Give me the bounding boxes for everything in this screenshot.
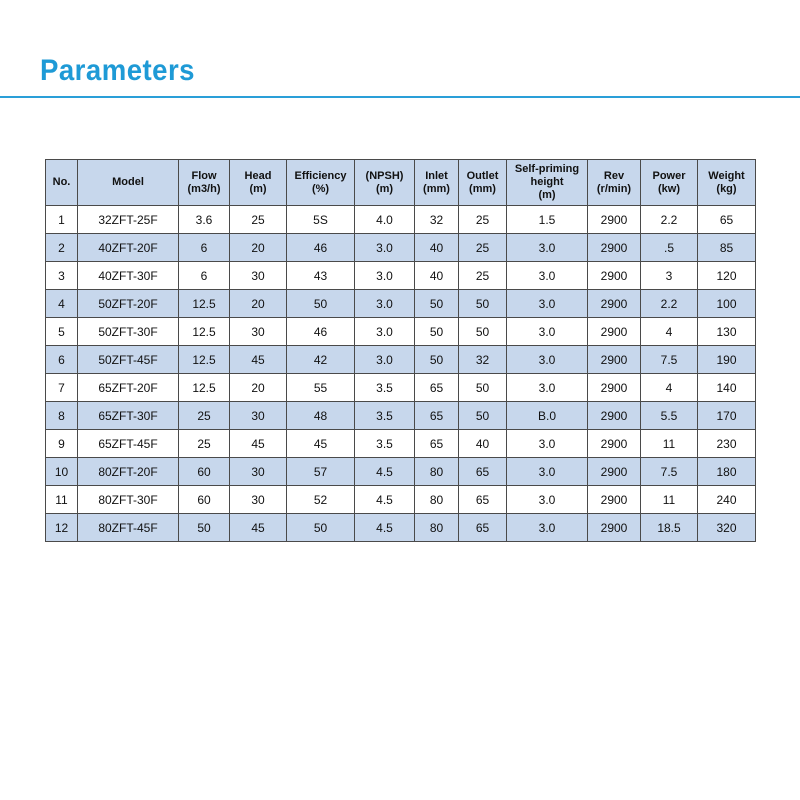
table-cell: 3.5: [355, 374, 415, 402]
table-cell: 4.5: [355, 514, 415, 542]
table-cell: 50: [287, 290, 355, 318]
table-cell: B.0: [507, 402, 588, 430]
table-cell: 18.5: [641, 514, 698, 542]
table-row: [46, 402, 756, 430]
table-header-row: [46, 160, 756, 206]
table-cell: 2900: [588, 430, 641, 458]
table-cell: 65: [459, 458, 507, 486]
table-cell: 100: [698, 290, 756, 318]
table-cell: 8: [46, 402, 78, 430]
table-cell: 25: [179, 402, 230, 430]
table-cell: 45: [287, 430, 355, 458]
table-cell: 4: [641, 374, 698, 402]
table-cell: 60: [179, 458, 230, 486]
table-cell: 2900: [588, 206, 641, 234]
table-cell: 120: [698, 262, 756, 290]
table-cell: 3.0: [355, 346, 415, 374]
column-header-line: (m3/h): [187, 182, 221, 195]
table-cell: 30: [230, 458, 287, 486]
table-cell: 7: [46, 374, 78, 402]
table-row: [46, 206, 756, 234]
table-cell: 50: [287, 514, 355, 542]
table-cell: 240: [698, 486, 756, 514]
table-cell: 52: [287, 486, 355, 514]
table-cell: 45: [230, 346, 287, 374]
table-cell: 20: [230, 290, 287, 318]
column-header-line: (m): [249, 182, 267, 195]
table-cell: 320: [698, 514, 756, 542]
table-cell: 230: [698, 430, 756, 458]
table-cell: 3.0: [507, 374, 588, 402]
column-header-line: (kg): [716, 182, 737, 195]
table-row: [46, 346, 756, 374]
table-cell: 3.0: [507, 458, 588, 486]
table-cell: 6: [179, 234, 230, 262]
column-header-line: (%): [311, 182, 330, 195]
column-header-line: Rev: [603, 169, 625, 182]
column-header-line: (m): [538, 189, 556, 201]
column-header: [459, 160, 507, 206]
table-cell: 5: [46, 318, 78, 346]
column-header-line: (r/min): [596, 182, 632, 195]
table-cell: 2900: [588, 318, 641, 346]
table-cell: 65: [415, 430, 459, 458]
table-row: [46, 514, 756, 542]
table-cell: 48: [287, 402, 355, 430]
table-cell: 3: [641, 262, 698, 290]
table-cell: 65: [415, 402, 459, 430]
column-header: [355, 160, 415, 206]
column-header: [46, 160, 78, 206]
table-cell: 4: [641, 318, 698, 346]
table-cell: 5S: [287, 206, 355, 234]
table-cell: 3.0: [355, 290, 415, 318]
table-row: [46, 486, 756, 514]
table-cell: 2900: [588, 290, 641, 318]
table-cell: 2900: [588, 402, 641, 430]
table-cell: 20: [230, 234, 287, 262]
table-cell: 42: [287, 346, 355, 374]
table-cell: 40ZFT-20F: [78, 234, 179, 262]
table-cell: 2.2: [641, 206, 698, 234]
table-cell: 11: [641, 430, 698, 458]
table-cell: 40ZFT-30F: [78, 262, 179, 290]
table-cell: 3.5: [355, 402, 415, 430]
table-cell: 32: [415, 206, 459, 234]
table-cell: 25: [459, 206, 507, 234]
column-header-line: (kw): [658, 182, 680, 195]
table-cell: 46: [287, 318, 355, 346]
table-cell: 25: [230, 206, 287, 234]
table-cell: 80: [415, 514, 459, 542]
column-header: [507, 160, 588, 206]
parameters-table-container: [45, 159, 755, 542]
table-cell: 9: [46, 430, 78, 458]
table-cell: 3.0: [507, 290, 588, 318]
parameters-table: [45, 159, 756, 542]
table-cell: 10: [46, 458, 78, 486]
table-cell: 3.0: [355, 262, 415, 290]
table-cell: 20: [230, 374, 287, 402]
table-row: [46, 458, 756, 486]
table-cell: 180: [698, 458, 756, 486]
table-cell: 80: [415, 458, 459, 486]
table-cell: 1: [46, 206, 78, 234]
table-cell: 2: [46, 234, 78, 262]
table-cell: 12: [46, 514, 78, 542]
column-header-line: Power: [652, 169, 686, 182]
table-cell: 4.5: [355, 486, 415, 514]
table-cell: 50ZFT-45F: [78, 346, 179, 374]
title-divider: [0, 96, 800, 98]
column-header-line: Efficiency: [294, 169, 347, 182]
table-cell: 2900: [588, 374, 641, 402]
table-cell: 25: [179, 430, 230, 458]
column-header: [230, 160, 287, 206]
column-header: [415, 160, 459, 206]
table-cell: 4.0: [355, 206, 415, 234]
column-header-line: height: [530, 176, 564, 188]
column-header-line: Head: [244, 169, 272, 182]
table-cell: 65ZFT-30F: [78, 402, 179, 430]
column-header-line: (mm): [469, 182, 496, 195]
column-header-line: Flow: [191, 169, 217, 182]
table-cell: 2900: [588, 234, 641, 262]
table-cell: 3.0: [507, 234, 588, 262]
column-header: [179, 160, 230, 206]
table-cell: 2900: [588, 486, 641, 514]
column-header: [698, 160, 756, 206]
table-cell: 3.5: [355, 430, 415, 458]
column-header: [78, 160, 179, 206]
table-cell: 57: [287, 458, 355, 486]
table-cell: 45: [230, 514, 287, 542]
table-cell: 2900: [588, 262, 641, 290]
table-cell: 50: [415, 346, 459, 374]
table-row: [46, 430, 756, 458]
table-cell: 50: [179, 514, 230, 542]
table-cell: 40: [415, 234, 459, 262]
table-cell: 11: [641, 486, 698, 514]
column-header: [287, 160, 355, 206]
table-cell: 140: [698, 374, 756, 402]
table-cell: 3.0: [507, 262, 588, 290]
table-cell: 3.0: [507, 318, 588, 346]
table-cell: 12.5: [179, 346, 230, 374]
table-cell: 3.0: [507, 346, 588, 374]
table-cell: 30: [230, 486, 287, 514]
table-cell: 25: [459, 262, 507, 290]
table-cell: 40: [459, 430, 507, 458]
table-cell: 6: [179, 262, 230, 290]
page-title: Parameters: [40, 54, 195, 87]
table-row: [46, 290, 756, 318]
table-cell: 2900: [588, 514, 641, 542]
table-cell: 130: [698, 318, 756, 346]
table-cell: 3.6: [179, 206, 230, 234]
table-cell: 50: [459, 318, 507, 346]
table-cell: 2.2: [641, 290, 698, 318]
column-header-line: (mm): [423, 182, 450, 195]
table-cell: 65: [459, 514, 507, 542]
table-cell: 2900: [588, 346, 641, 374]
table-cell: 50ZFT-30F: [78, 318, 179, 346]
column-header-line: Inlet: [425, 169, 448, 182]
table-cell: 12.5: [179, 290, 230, 318]
column-header: [588, 160, 641, 206]
table-cell: 30: [230, 262, 287, 290]
table-cell: 80ZFT-30F: [78, 486, 179, 514]
table-cell: 30: [230, 402, 287, 430]
table-cell: 32: [459, 346, 507, 374]
table-row: [46, 262, 756, 290]
table-cell: 50: [459, 402, 507, 430]
table-cell: 65ZFT-45F: [78, 430, 179, 458]
table-cell: 45: [230, 430, 287, 458]
column-header: [641, 160, 698, 206]
table-cell: 80: [415, 486, 459, 514]
table-cell: 25: [459, 234, 507, 262]
table-cell: 3: [46, 262, 78, 290]
table-cell: 3.0: [507, 430, 588, 458]
table-cell: 65ZFT-20F: [78, 374, 179, 402]
table-cell: 2900: [588, 458, 641, 486]
table-cell: 1.5: [507, 206, 588, 234]
column-header-line: (NPSH): [365, 169, 404, 182]
table-cell: 3.0: [355, 234, 415, 262]
table-cell: 40: [415, 262, 459, 290]
table-cell: 50: [415, 318, 459, 346]
table-cell: 65: [698, 206, 756, 234]
column-header-line: Self-priming: [514, 163, 580, 175]
column-header-line: No.: [52, 176, 71, 188]
column-header-line: Outlet: [466, 169, 499, 182]
table-cell: 7.5: [641, 458, 698, 486]
table-cell: 43: [287, 262, 355, 290]
table-cell: 50: [415, 290, 459, 318]
table-cell: 32ZFT-25F: [78, 206, 179, 234]
table-cell: 170: [698, 402, 756, 430]
table-cell: .5: [641, 234, 698, 262]
table-cell: 12.5: [179, 318, 230, 346]
table-cell: 60: [179, 486, 230, 514]
column-header-line: (m): [375, 182, 394, 195]
table-cell: 85: [698, 234, 756, 262]
table-cell: 3.0: [507, 486, 588, 514]
table-cell: 65: [459, 486, 507, 514]
table-cell: 55: [287, 374, 355, 402]
table-cell: 6: [46, 346, 78, 374]
table-row: [46, 374, 756, 402]
table-cell: 4.5: [355, 458, 415, 486]
table-row: [46, 318, 756, 346]
table-cell: 7.5: [641, 346, 698, 374]
table-cell: 50: [459, 374, 507, 402]
table-cell: 3.0: [507, 514, 588, 542]
table-cell: 65: [415, 374, 459, 402]
table-cell: 30: [230, 318, 287, 346]
table-cell: 50: [459, 290, 507, 318]
table-cell: 12.5: [179, 374, 230, 402]
table-cell: 5.5: [641, 402, 698, 430]
table-cell: 80ZFT-20F: [78, 458, 179, 486]
table-body: [46, 206, 756, 542]
table-row: [46, 234, 756, 262]
table-cell: 4: [46, 290, 78, 318]
table-cell: 46: [287, 234, 355, 262]
table-cell: 50ZFT-20F: [78, 290, 179, 318]
column-header-line: Weight: [708, 169, 745, 182]
table-cell: 80ZFT-45F: [78, 514, 179, 542]
table-cell: 3.0: [355, 318, 415, 346]
table-cell: 11: [46, 486, 78, 514]
column-header-line: Model: [112, 176, 144, 188]
table-cell: 190: [698, 346, 756, 374]
